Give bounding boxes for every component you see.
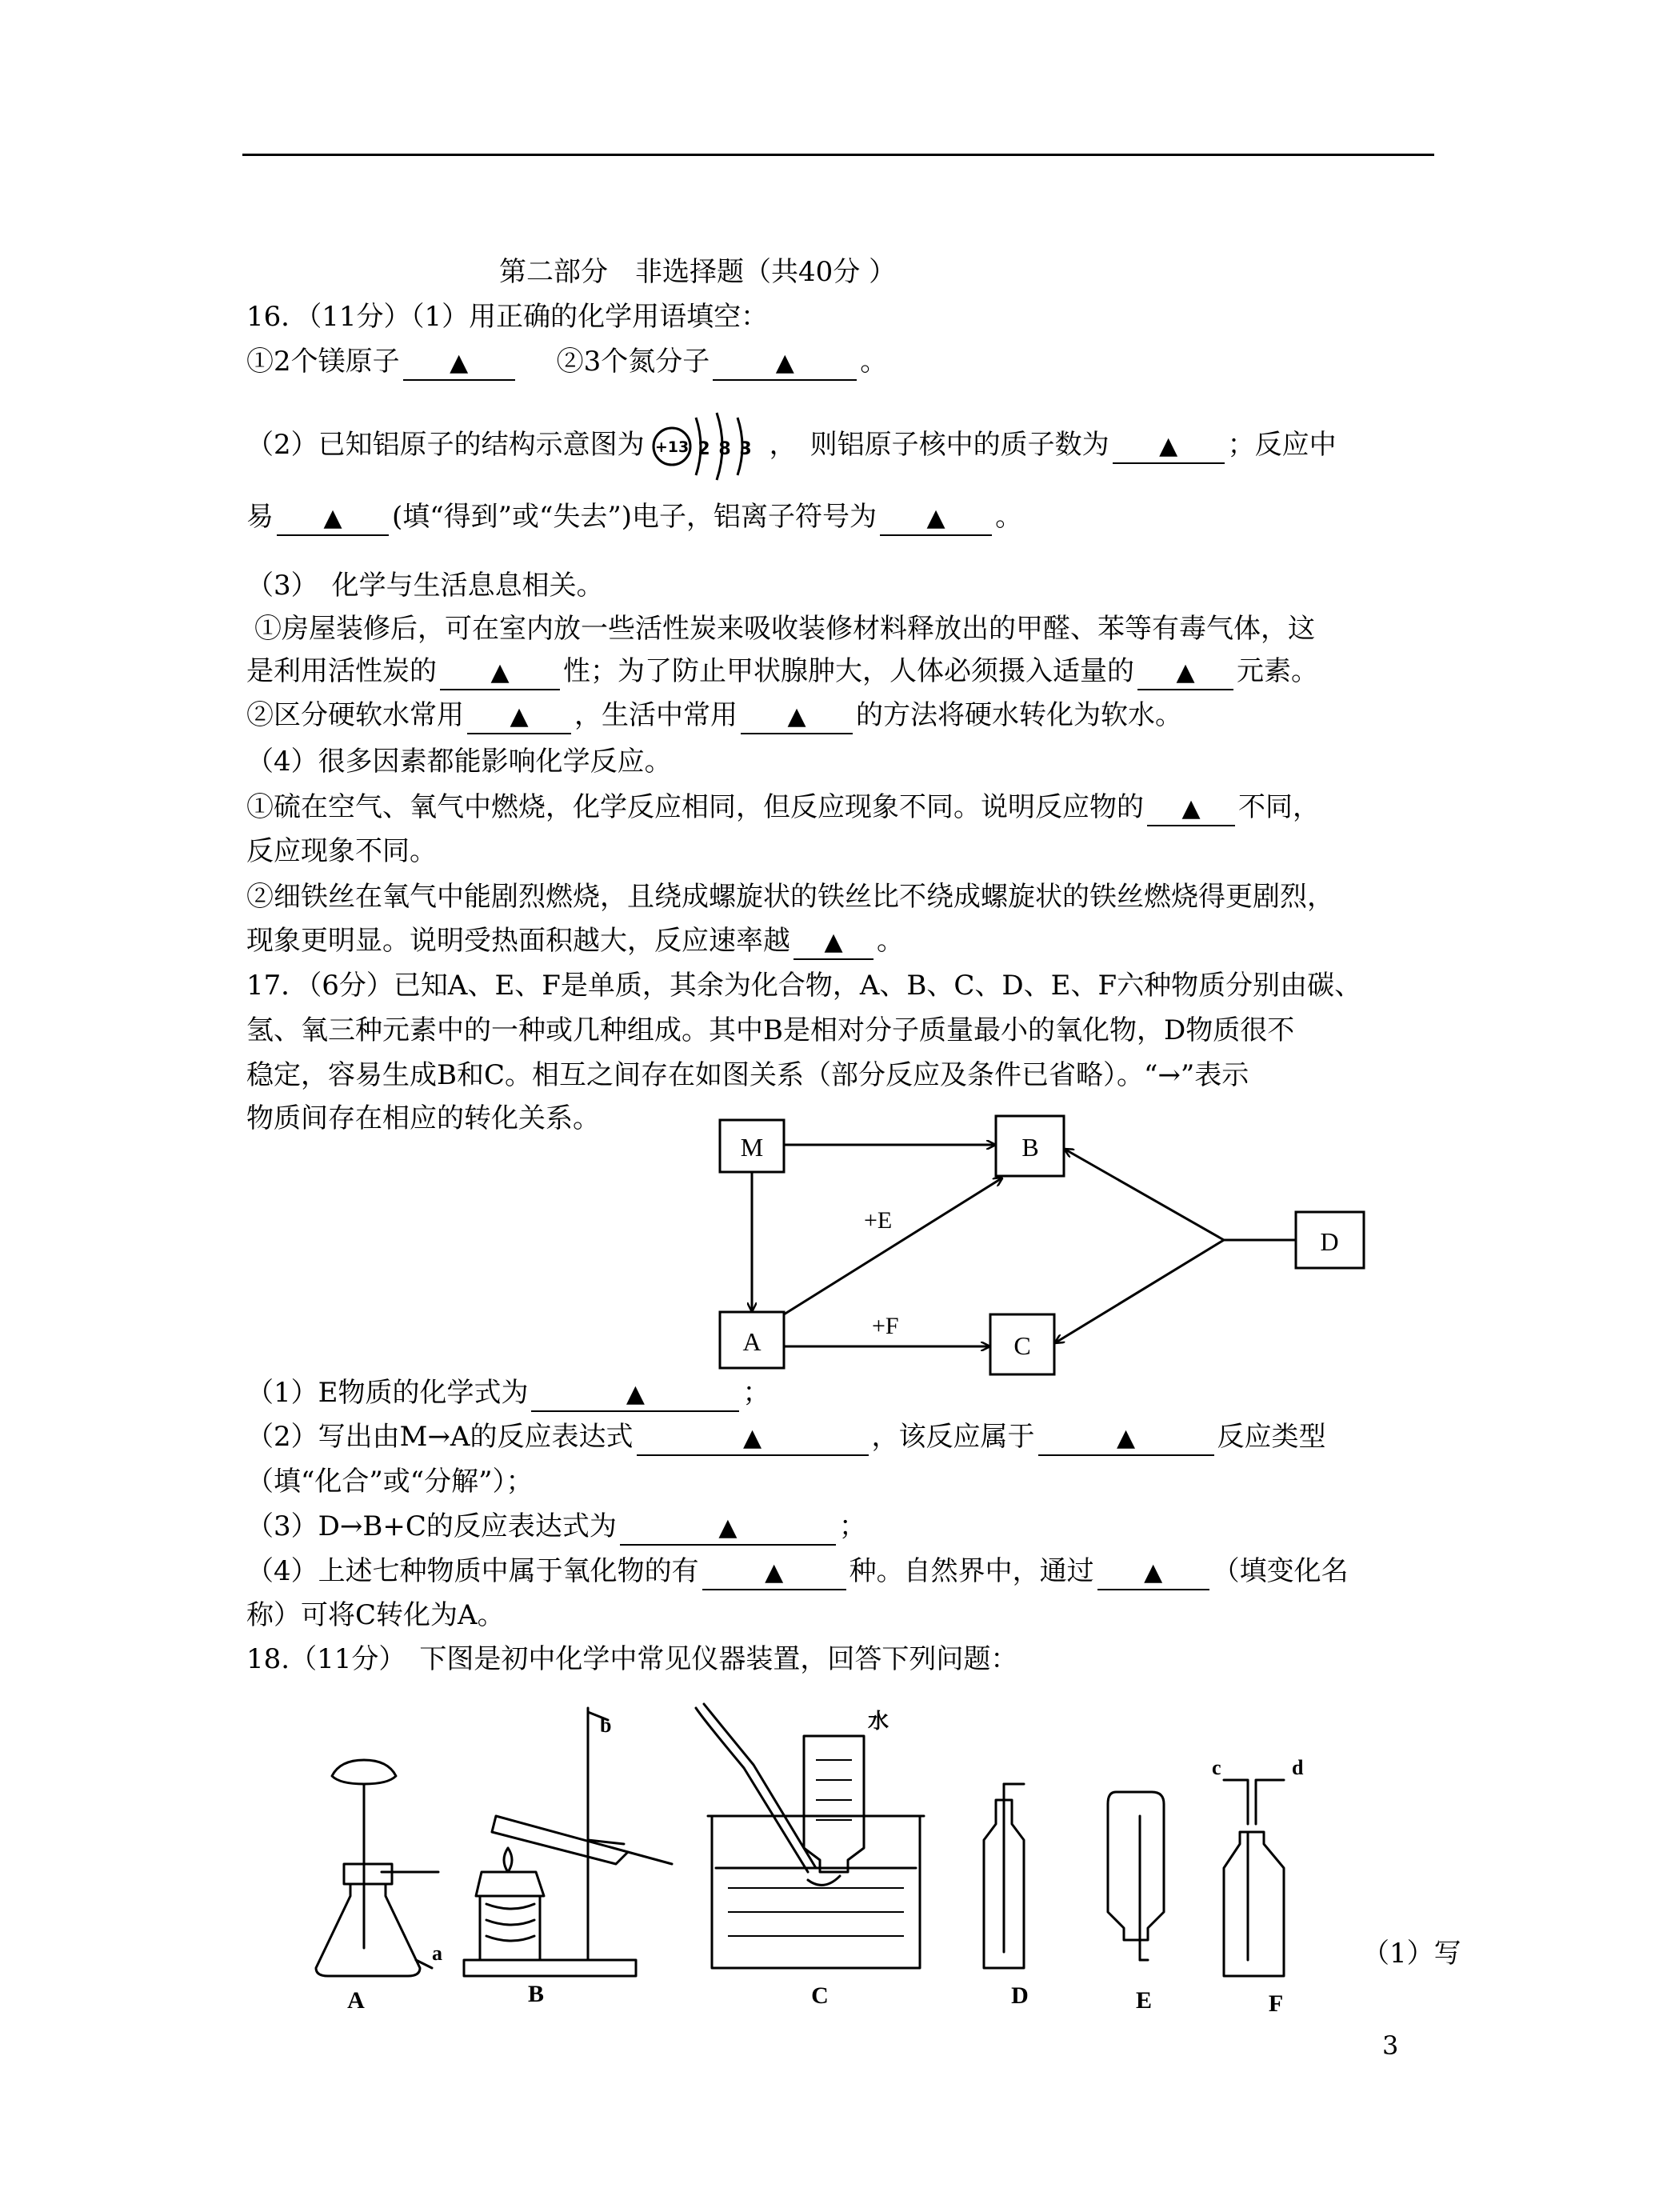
- answer-blank[interactable]: [702, 1555, 846, 1590]
- q17-line2: 氢、氧三种元素中的一种或几种组成。其中B是相对分子质量最小的氧化物，D物质很不: [246, 1014, 1295, 1046]
- q17-s4-c: （填变化名: [1212, 1555, 1349, 1587]
- q16-p2-c: ；反应中: [1227, 429, 1337, 461]
- apparatus-label-A: A: [347, 1987, 365, 2014]
- q16-part1-line: [246, 342, 887, 381]
- q17-line4: 物质间存在相应的转化关系。: [246, 1102, 600, 1134]
- answer-blank[interactable]: [403, 346, 515, 381]
- label-plus-F: +F: [872, 1313, 899, 1339]
- q16-s3-l2-c: 元素。: [1237, 655, 1318, 687]
- mark-a: a: [432, 1942, 442, 1965]
- q17-s2-line2: （填“化合”或“分解”）；: [246, 1466, 534, 1498]
- q16-s3-line2: [246, 652, 1318, 690]
- blank-marker-icon: ▲: [765, 1558, 784, 1586]
- q17-s4-line2: 称）可将C转化为A。: [246, 1599, 505, 1631]
- shell-count-3: 3: [738, 439, 752, 459]
- label-plus-E: +E: [864, 1207, 893, 1234]
- q17-s4-b: 种。自然界中，通过: [849, 1555, 1094, 1587]
- q16-s4-line4: [246, 922, 904, 960]
- answer-blank[interactable]: [741, 699, 853, 734]
- q16-s3-l2-b: 性；为了防止甲状腺肿大，人体必须摄入适量的: [563, 655, 1134, 687]
- punct: ；: [742, 1377, 770, 1409]
- blank-marker-icon: ▲: [510, 702, 529, 730]
- node-B-label: B: [1021, 1133, 1039, 1162]
- arrow-D-to-B: [1065, 1150, 1224, 1240]
- apparatus-label-F: F: [1268, 1990, 1284, 2017]
- node-C-label: C: [1013, 1331, 1031, 1360]
- blank-marker-icon: ▲: [490, 658, 510, 686]
- q16-p1-a: ①2个镁原子: [246, 346, 400, 378]
- atom-core-label: +13: [654, 438, 689, 456]
- q16-s4-l4-a: 现象更明显。说明受热面积越大，反应速率越: [246, 925, 790, 957]
- mark-c: c: [1212, 1756, 1221, 1779]
- q16-s3-l3-b: ，生活中常用: [574, 699, 738, 731]
- answer-blank[interactable]: [637, 1421, 869, 1456]
- arrow-A-to-B: [784, 1178, 1001, 1314]
- arrow-D-to-C: [1056, 1240, 1224, 1342]
- q17-line3: 稳定，容易生成B和C。相互之间存在如图关系（部分反应及条件已省略）。“→”表示: [246, 1059, 1249, 1091]
- q16-header: 16．（11分）（1）用正确的化学用语填空：: [246, 301, 769, 333]
- apparatus-label-D: D: [1011, 1982, 1029, 2009]
- blank-marker-icon: ▲: [824, 928, 843, 956]
- answer-blank[interactable]: [1137, 655, 1233, 690]
- blank-marker-icon: ▲: [926, 504, 945, 532]
- blank-marker-icon: ▲: [718, 1514, 738, 1542]
- q17-s4-a: （4）上述七种物质中属于氧化物的有: [246, 1555, 699, 1587]
- apparatus-B-heating-setup: [464, 1708, 672, 1976]
- q16-s3-header: （3） 化学与生活息息相关。: [246, 570, 604, 602]
- blank-marker-icon: ▲: [1181, 794, 1201, 822]
- mark-b: b: [600, 1714, 612, 1737]
- aluminum-atom-structure-diagram: [651, 406, 763, 486]
- node-D-label: D: [1320, 1227, 1339, 1256]
- punct: 。: [995, 501, 1023, 533]
- q16-s3-l3-a: ②区分硬软水常用: [246, 699, 464, 731]
- q18-header: 18.（11分） 下图是初中化学中常见仪器装置，回答下列问题：: [246, 1643, 1018, 1675]
- blank-marker-icon: ▲: [1144, 1558, 1163, 1586]
- apparatus-E-inverted-bottle: [1108, 1792, 1164, 1960]
- blank-marker-icon: ▲: [323, 504, 342, 532]
- q16-s3-l3-c: 的方法将硬水转化为软水。: [856, 699, 1182, 731]
- answer-blank[interactable]: [467, 699, 571, 734]
- punct: ；: [838, 1510, 866, 1542]
- blank-marker-icon: ▲: [775, 349, 794, 377]
- q16-s4-line2: 反应现象不同。: [246, 835, 437, 867]
- answer-blank[interactable]: [1097, 1555, 1209, 1590]
- q17-s4-line: [246, 1552, 1349, 1590]
- punct: 。: [860, 346, 888, 378]
- blank-marker-icon: ▲: [742, 1424, 762, 1452]
- shell-count-2: 8: [718, 439, 731, 459]
- header-rule: [242, 154, 1434, 156]
- apparatus-F-gas-wash-bottle: [1224, 1780, 1284, 1976]
- substance-relationship-diagram: [704, 1108, 1408, 1388]
- node-A-label: A: [742, 1327, 762, 1356]
- q17-s2-line: [246, 1418, 1326, 1456]
- q16-s4-line3: ②细铁丝在氧气中能剧烈燃烧，且绕成螺旋状的铁丝比不绕成螺旋状的铁丝燃烧得更剧烈，: [246, 881, 1334, 913]
- q17-s1-a: （1）E物质的化学式为: [246, 1377, 529, 1409]
- apparatus-C-water-collection: [696, 1704, 924, 1968]
- answer-blank[interactable]: [794, 925, 873, 960]
- q16-s3-line3: [246, 696, 1182, 734]
- lab-apparatus-figure: [296, 1704, 1480, 2017]
- q16-p3-a: 易: [246, 501, 274, 533]
- apparatus-A-conical-flask: [316, 1760, 438, 1976]
- q17-s2-a: （2）写出由M→A的反应表达式: [246, 1421, 634, 1453]
- section-title: 第二部分 非选择题（共40分 ）: [499, 256, 897, 288]
- q17-line1: 17．（6分）已知A、E、F是单质，其余为化合物，A、B、C、D、E、F六种物质分别由碳、: [246, 970, 1362, 1002]
- apparatus-label-C: C: [811, 1982, 829, 2009]
- answer-blank[interactable]: [620, 1510, 836, 1546]
- q17-s2-b: ，该反应属于: [871, 1421, 1035, 1453]
- node-M-label: M: [740, 1133, 764, 1162]
- answer-blank[interactable]: [531, 1377, 739, 1412]
- punct: 。: [877, 925, 904, 957]
- blank-marker-icon: ▲: [1116, 1424, 1136, 1452]
- q17-s1-line: [246, 1374, 770, 1412]
- blank-marker-icon: ▲: [787, 702, 806, 730]
- answer-blank[interactable]: [440, 655, 560, 690]
- q16-s3-l2-a: 是利用活性炭的: [246, 655, 437, 687]
- q17-s3-line: [246, 1507, 866, 1546]
- blank-marker-icon: ▲: [450, 349, 469, 377]
- q16-part2-line2: [246, 498, 1022, 536]
- answer-blank[interactable]: [1147, 791, 1235, 826]
- q16-p2-b: ， 则铝原子核中的质子数为: [769, 429, 1109, 461]
- q16-p3-b: (填“得到”或“失去”)电子，铝离子符号为: [392, 501, 877, 533]
- apparatus-label-E: E: [1135, 1987, 1153, 2014]
- blank-marker-icon: ▲: [1176, 658, 1195, 686]
- mark-d: d: [1292, 1756, 1304, 1779]
- q16-s3-line1: ①房屋装修后，可在室内放一些活性炭来吸收装修材料释放出的甲醛、苯等有毒气体，这: [254, 613, 1315, 645]
- page-number: 3: [1382, 2030, 1399, 2061]
- answer-blank[interactable]: [880, 501, 992, 536]
- q17-s2-c: 反应类型: [1217, 1421, 1326, 1453]
- blank-marker-icon: ▲: [1159, 432, 1178, 460]
- mark-water: 水: [868, 1710, 889, 1733]
- q17-s3-a: （3）D→B+C的反应表达式为: [246, 1510, 617, 1542]
- apparatus-label-B: B: [527, 1981, 545, 2007]
- answer-blank[interactable]: [277, 501, 389, 536]
- q16-s4-l1-a: ①硫在空气、氧气中燃烧，化学反应相同，但反应现象不同。说明反应物的: [246, 791, 1144, 823]
- q16-part2-line: [246, 406, 1337, 486]
- q16-s4-header: （4）很多因素都能影响化学反应。: [246, 746, 672, 778]
- apparatus-D-bottle: [984, 1784, 1024, 1968]
- q16-s4-line1: [246, 788, 1320, 826]
- answer-blank[interactable]: [713, 346, 857, 381]
- shell-count-1: 2: [697, 439, 710, 459]
- answer-blank[interactable]: [1038, 1421, 1214, 1456]
- q16-p2-a: （2）已知铝原子的结构示意图为: [246, 429, 645, 461]
- answer-blank[interactable]: [1113, 429, 1225, 464]
- q18-tail: （1）写: [1362, 1938, 1461, 1970]
- q16-p1-b: ②3个氮分子: [556, 346, 710, 378]
- q16-s4-l1-b: 不同，: [1238, 791, 1320, 823]
- blank-marker-icon: ▲: [626, 1380, 645, 1408]
